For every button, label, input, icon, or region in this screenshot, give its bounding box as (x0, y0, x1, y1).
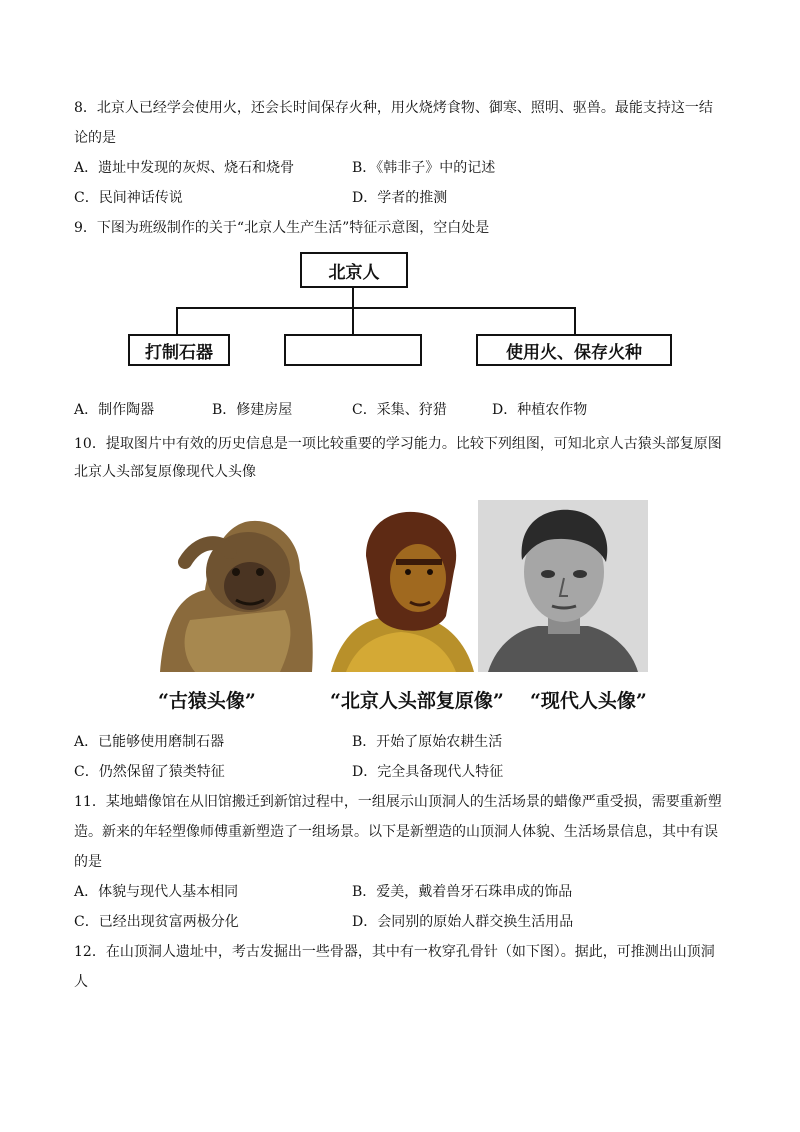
diagram-connector-left (176, 307, 178, 335)
q10-option-a: A．已能够使用磨制石器 (74, 734, 225, 750)
diagram-connector-horizontal (176, 307, 576, 309)
diagram-connector-root (352, 288, 354, 308)
q10-option-c: C．仍然保留了猿类特征 (74, 764, 225, 780)
diagram-blank-box (284, 334, 422, 366)
q11-option-b: B．爱美，戴着兽牙石珠串成的饰品 (352, 884, 573, 900)
q10-stem-line2: 北京人头部复原像现代人头像 (74, 464, 256, 480)
diagram-root-box: 北京人 (300, 252, 408, 288)
q9-option-c: C．采集、狩猎 (352, 402, 447, 418)
q8-option-d: D．学者的推测 (352, 190, 448, 206)
q9-option-d: D．种植农作物 (492, 402, 588, 418)
q12-stem-line1: 12．在山顶洞人遗址中，考古发掘出一些骨器，其中有一枚穿孔骨针（如下图）。据此，可推测出山顶洞 (74, 944, 715, 960)
q10-option-d: D．完全具备现代人特征 (352, 764, 504, 780)
ape-head-image (150, 500, 318, 672)
caption-modern-human: “现代人头像” (530, 690, 647, 712)
q9-option-b: B．修建房屋 (212, 402, 293, 418)
q9-stem: 9．下图为班级制作的关于“北京人生产生活”特征示意图，空白处是 (74, 220, 490, 236)
diagram-left-box: 打制石器 (128, 334, 230, 366)
diagram-connector-right (574, 307, 576, 335)
q8-option-c: C．民间神话传说 (74, 190, 183, 206)
caption-peking-man: “北京人头部复原像” (330, 690, 504, 712)
diagram-right-box: 使用火、保存火种 (476, 334, 672, 366)
q8-option-b: B．《韩非子》中的记述 (352, 160, 496, 176)
peking-man-bust-image (326, 506, 476, 672)
q11-stem-line3: 的是 (74, 854, 102, 870)
q11-option-d: D．会同别的原始人群交换生活用品 (352, 914, 574, 930)
q9-option-a: A．制作陶器 (74, 402, 155, 418)
q11-stem-line1: 11．某地蜡像馆在从旧馆搬迁到新馆过程中，一组展示山顶洞人的生活场景的蜡像严重受损，需要重新塑 (74, 794, 722, 810)
caption-ape-head: “古猿头像” (158, 690, 256, 712)
q11-option-a: A．体貌与现代人基本相同 (74, 884, 239, 900)
q8-stem-line1: 8．北京人已经学会使用火，还会长时间保存火种，用火烧烤食物、御寒、照明、驱兽。最能支持这一结 (74, 100, 713, 116)
diagram-connector-middle (352, 307, 354, 335)
q8-option-a: A．遗址中发现的灰烬、烧石和烧骨 (74, 160, 295, 176)
q10-option-b: B．开始了原始农耕生活 (352, 734, 503, 750)
q8-stem-line2: 论的是 (74, 130, 116, 146)
q11-stem-line2: 造。新来的年轻塑像师傅重新塑造了一组场景。以下是新塑造的山顶洞人体貌、生活场景信息，其中有误 (74, 824, 718, 840)
q12-stem-line2: 人 (74, 974, 88, 990)
q10-stem-line1: 10．提取图片中有效的历史信息是一项比较重要的学习能力。比较下列组图，可知北京人古猿头部复原图 (74, 436, 722, 452)
modern-human-portrait-image (478, 500, 648, 672)
q11-option-c: C．已经出现贫富两极分化 (74, 914, 239, 930)
